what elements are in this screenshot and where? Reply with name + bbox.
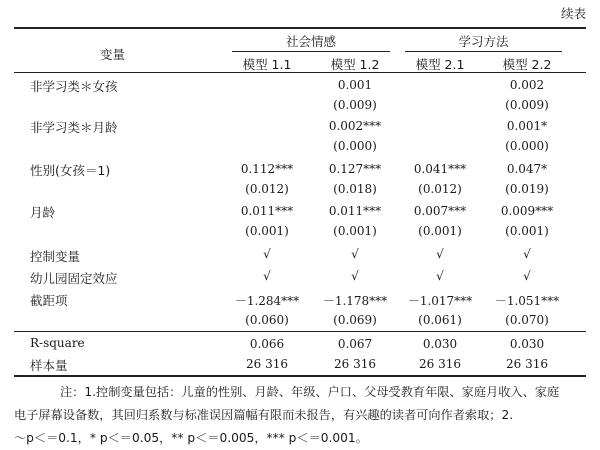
table-cell: 0.007*** — [413, 204, 467, 218]
row-label-controls: 控制变量 — [30, 249, 81, 264]
check-mark: √ — [351, 269, 359, 283]
table-cell-se: (0.001) — [333, 224, 377, 238]
group1-underline — [232, 51, 390, 52]
check-mark: √ — [436, 269, 444, 283]
table-cell: －1.284*** — [234, 294, 300, 308]
check-mark: √ — [523, 247, 531, 261]
table-cell-se: (0.000) — [333, 139, 377, 153]
table-cell: －1.178*** — [322, 294, 388, 308]
table-cell-se: (0.012) — [418, 182, 462, 196]
table-cell-se: (0.001) — [245, 224, 289, 238]
table-cell-se: (0.001) — [418, 224, 462, 238]
table-cell: 26 316 — [246, 357, 288, 371]
table-cell: 0.030 — [509, 337, 545, 351]
check-mark: √ — [436, 247, 444, 261]
table-cell: 26 316 — [419, 357, 461, 371]
header-bottom-rule — [14, 72, 586, 73]
row-label-rsquare: R-square — [30, 336, 85, 350]
row-label-sample-size: 样本量 — [30, 358, 68, 373]
table-cell: 0.002 — [509, 78, 545, 92]
table-cell-se: (0.000) — [505, 139, 549, 153]
note-line-2: 电子屏幕设备数，其回归系数与标准误因篇幅有限而未报告，有兴趣的读者可向作者索取；2. — [14, 408, 514, 422]
row-label-nonlearning-age: 非学习类＊月龄 — [30, 120, 118, 135]
table-cell-se: (0.061) — [418, 313, 462, 327]
table-cell-se: (0.069) — [333, 313, 377, 327]
table-cell: 0.011*** — [240, 204, 294, 218]
note-line-3: ～p＜＝0.1，* p＜＝0.05，** p＜＝0.005，*** p＜＝0.001。 — [14, 431, 368, 445]
table-cell: 26 316 — [334, 357, 376, 371]
header-model-1-2: 模型 1.2 — [330, 57, 380, 72]
group2-underline — [405, 51, 562, 52]
table-cell-se: (0.060) — [245, 313, 289, 327]
stats-divider-rule — [14, 331, 586, 332]
table-cell-se: (0.009) — [505, 98, 549, 112]
check-mark: √ — [523, 269, 531, 283]
header-variable: 变量 — [100, 47, 126, 62]
table-cell: －1.051*** — [494, 294, 560, 308]
row-label-intercept: 截距项 — [30, 293, 68, 308]
table-cell: 0.001 — [337, 78, 373, 92]
table-cell: －1.017*** — [407, 294, 473, 308]
row-label-nonlearning-girl: 非学习类＊女孩 — [30, 79, 118, 94]
table-cell-se: (0.012) — [245, 182, 289, 196]
table-cell: 0.127*** — [328, 162, 382, 176]
table-cell: 0.009*** — [500, 204, 554, 218]
table-cell: 0.066 — [249, 337, 285, 351]
table-top-rule — [14, 27, 586, 29]
header-model-2-1: 模型 2.1 — [415, 57, 465, 72]
header-model-1-1: 模型 1.1 — [242, 57, 292, 72]
continued-label: 续表 — [560, 6, 586, 21]
row-label-gender: 性别(女孩＝1) — [30, 163, 111, 178]
table-cell: 0.112*** — [240, 162, 294, 176]
table-cell-se: (0.009) — [333, 98, 377, 112]
table-cell-se: (0.019) — [505, 182, 549, 196]
header-model-2-2: 模型 2.2 — [502, 57, 552, 72]
table-note — [14, 381, 586, 450]
table-cell-se: (0.070) — [505, 313, 549, 327]
check-mark: √ — [263, 269, 271, 283]
table-cell: 0.047* — [506, 162, 548, 176]
table-cell: 0.067 — [337, 337, 373, 351]
header-group-social-emotion: 社会情感 — [285, 34, 336, 49]
note-line-1: 注：1.控制变量包括：儿童的性别、月龄、年级、户口、父母受教育年限、家庭月收入、家庭 — [60, 385, 560, 399]
row-label-kindergarten-fe: 幼儿园固定效应 — [30, 271, 118, 286]
table-cell: 0.001* — [506, 119, 548, 133]
check-mark: √ — [351, 247, 359, 261]
table-bottom-rule — [14, 375, 586, 377]
table-cell: 26 316 — [506, 357, 548, 371]
row-label-age-months: 月龄 — [30, 205, 56, 220]
header-group-learning-method: 学习方法 — [458, 34, 509, 49]
table-cell: 0.011*** — [328, 204, 382, 218]
table-cell-se: (0.018) — [333, 182, 377, 196]
table-cell: 0.030 — [422, 337, 458, 351]
table-cell: 0.002*** — [328, 119, 382, 133]
check-mark: √ — [263, 247, 271, 261]
table-cell-se: (0.001) — [505, 224, 549, 238]
table-cell: 0.041*** — [413, 162, 467, 176]
